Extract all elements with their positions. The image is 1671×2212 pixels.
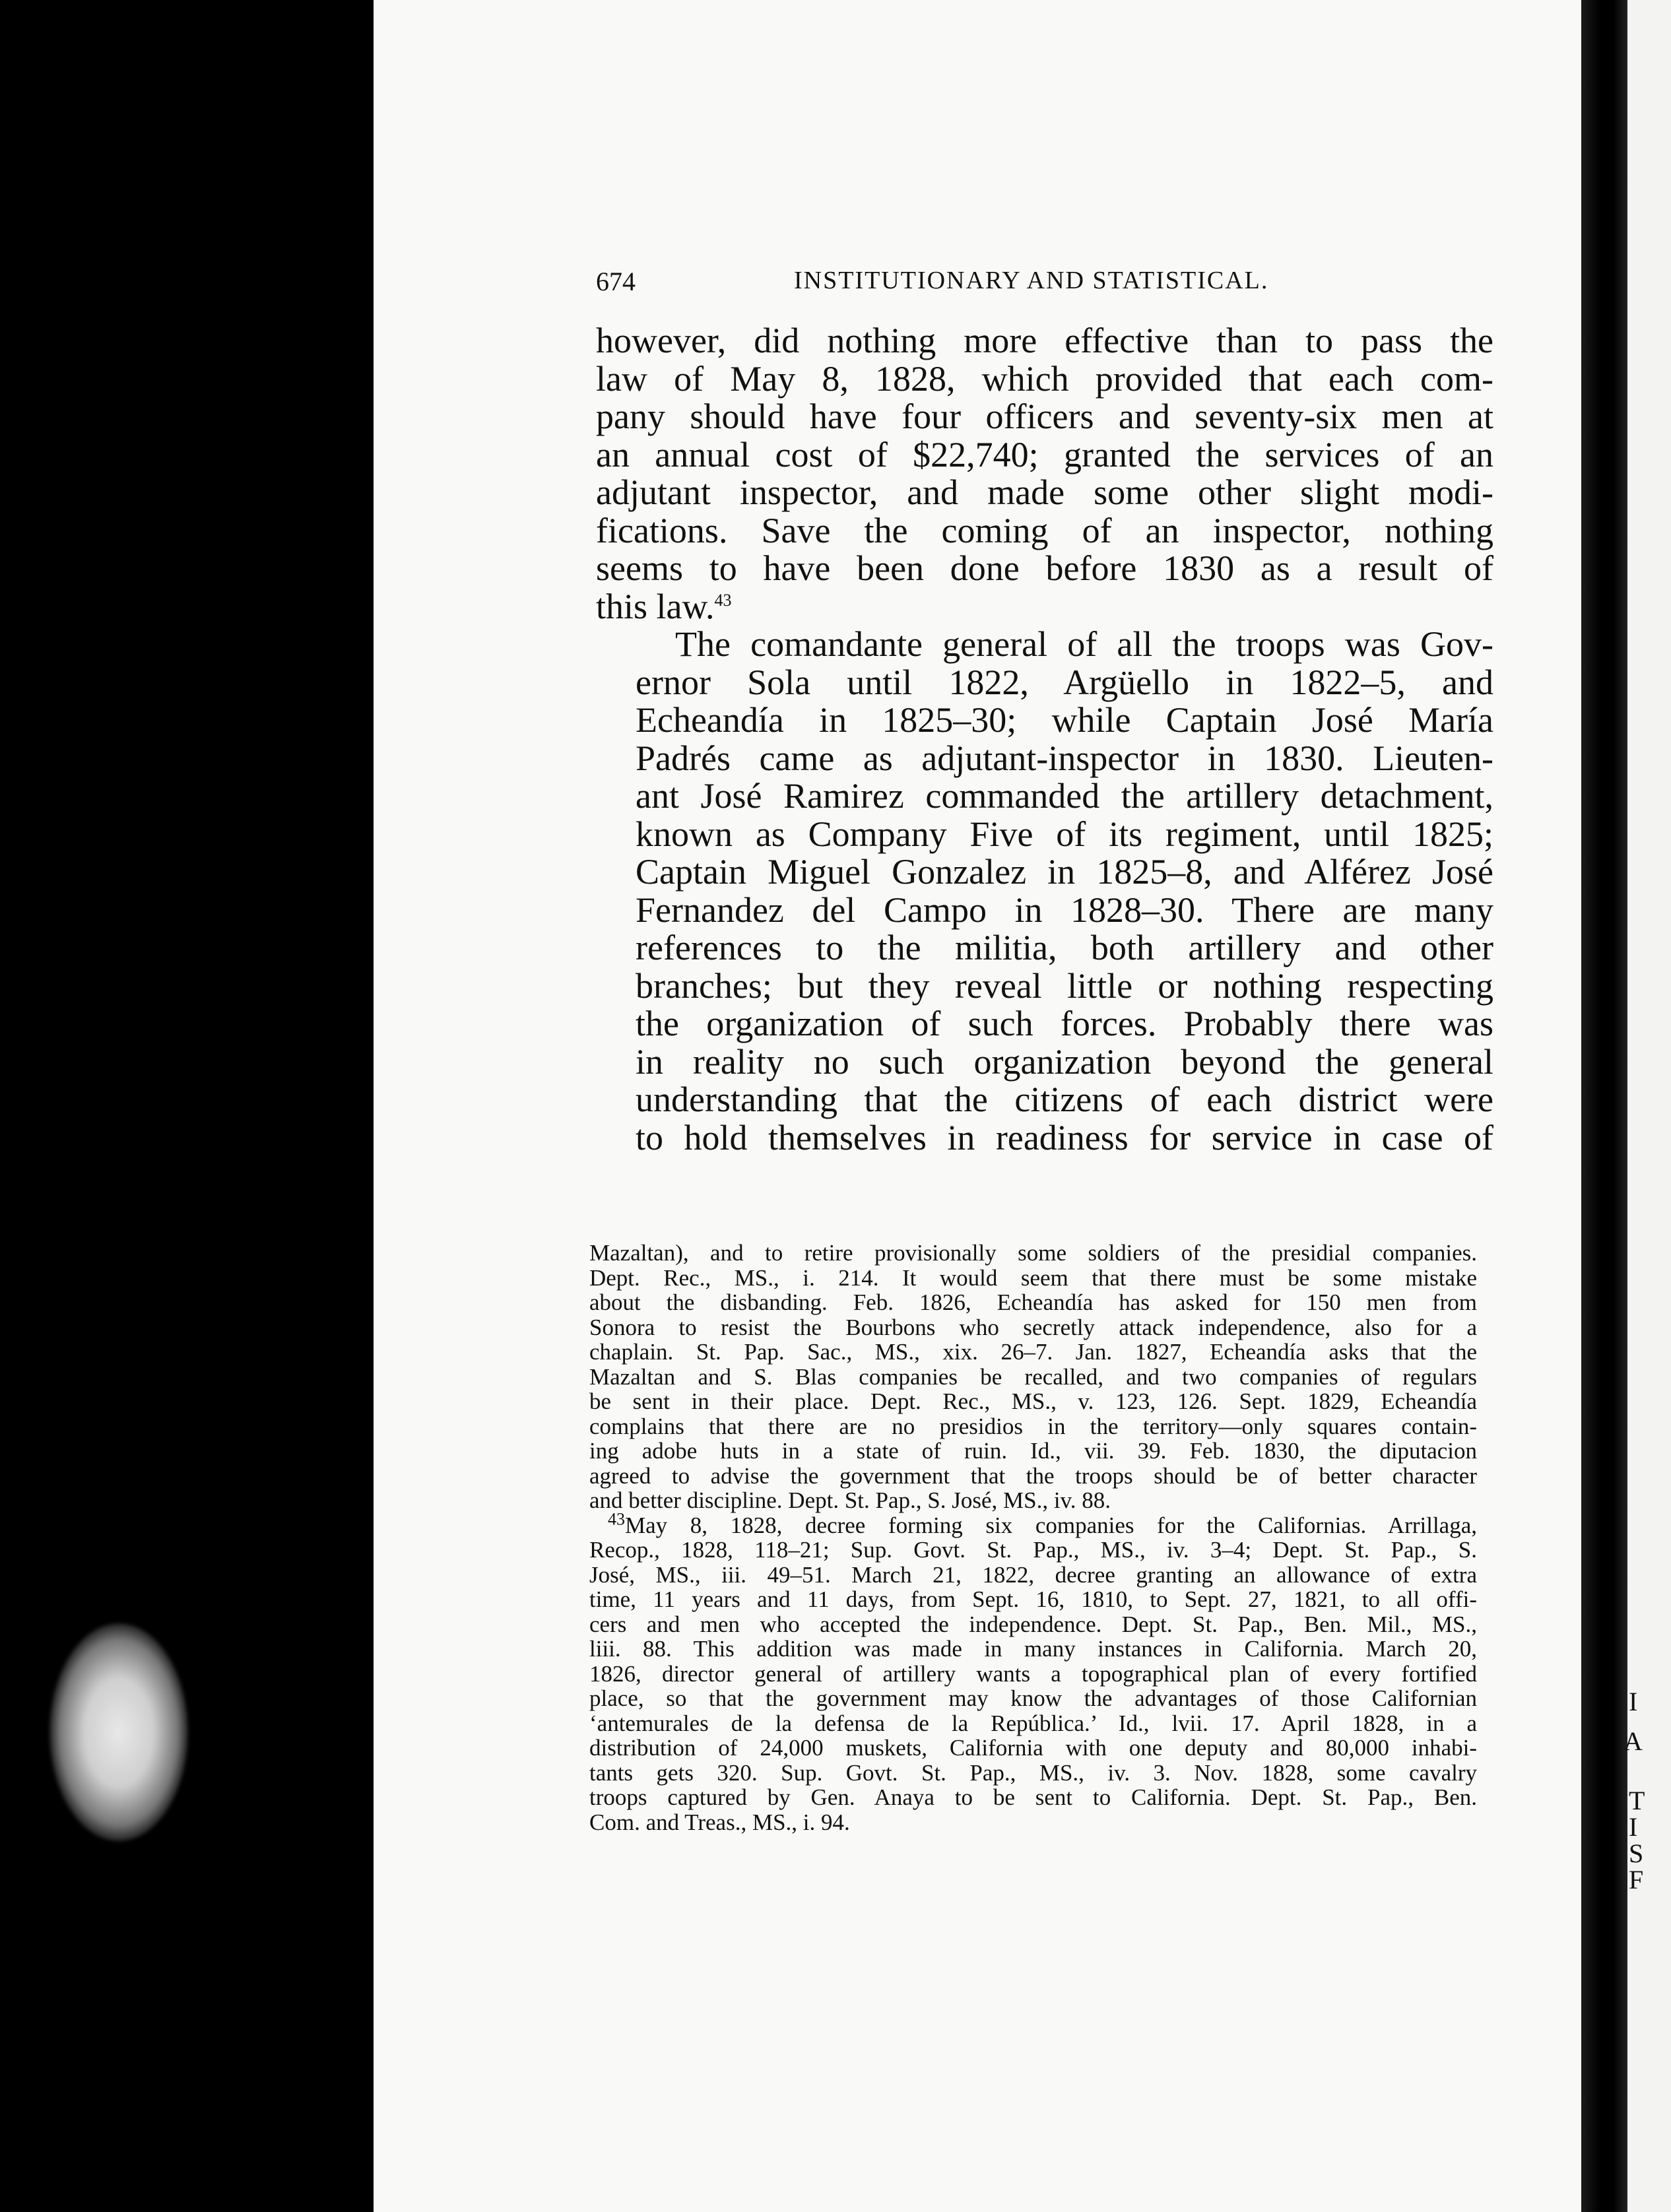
paragraph-2 [596,626,1493,1157]
next-page-edge [1623,0,1671,2212]
text-line: understanding that the citizens of each district were [636,1080,1493,1119]
body-text [596,322,1493,1157]
footnote-line: Dept. Rec., MS., i. 214. It would seem that there must be some mistake [589,1264,1477,1291]
footnote-line: Recop., 1828, 118–21; Sup. Govt. St. Pap., MS., iv. 3–4; Dept. St. Pap., S. [589,1537,1477,1563]
gutter-shadow [1581,0,1627,2212]
edge-letter: A [1623,1726,1643,1756]
footnote-line-with-marker [589,1509,1477,1538]
text-line: Echeandía in 1825–30; while Captain José María [636,700,1493,740]
text-line: however, did nothing more effective than to pass the [596,321,1493,360]
text-line: an annual cost of $22,740; granted the services of an [596,434,1493,474]
footnote-line: tants gets 320. Sup. Govt. St. Pap., MS., iv. 3. Nov. 1828, some cavalry [589,1759,1477,1786]
footnote-line: troops captured by Gen. Anaya to be sent to California. Dept. St. Pap., Ben. [589,1784,1477,1810]
text-line: known as Company Five of its regiment, until 1825; [636,814,1493,854]
footnote-ref: 43 [714,590,732,610]
text-line-with-note [596,588,1493,626]
text-line: ant José Ramirez commanded the artillery detachment, [636,776,1493,816]
footnote-line: May 8, 1828, decree forming six companies for the Californias. Arrillaga, [625,1512,1477,1538]
footnote-line: distribution of 24,000 muskets, California with one deputy and 80,000 inhabi- [589,1735,1477,1761]
text-line: adjutant inspector, and made some other slight modi- [596,472,1493,512]
footnote-line: ‘antemurales de la defensa de la República.’ Id., lvii. 17. April 1828, in a [589,1710,1477,1736]
footnote-line: 1826, director general of artillery wants a topographical plan of every fortified [589,1660,1477,1687]
text-line: Fernandez del Campo in 1828–30. There are many [636,890,1493,930]
footnote-line: agreed to advise the government that the troops should be of better character [589,1462,1477,1489]
footnote-marker: 43 [608,1509,625,1528]
edge-letter: I [1629,1687,1638,1716]
footnote-line: liii. 88. This addition was made in many instances in California. March 20, [589,1636,1477,1662]
paragraph-1 [596,322,1493,626]
footnote-line: Sonora to resist the Bourbons who secretly attack independence, also for a [589,1314,1477,1340]
text-line: Captain Miguel Gonzalez in 1825–8, and Alférez José [636,852,1493,892]
text-line: fications. Save the coming of an inspector, nothing [596,510,1493,550]
footnote-line: Mazaltan and S. Blas companies be recalled, and two companies of regulars [589,1363,1477,1390]
footnote-line: cers and men who accepted the independence. Dept. St. Pap., Ben. Mil., MS., [589,1611,1477,1637]
footnote-line: and better discipline. Dept. St. Pap., S. José, MS., iv. 88. [589,1487,1111,1513]
text-line: The comandante general of all the troops was Gov- [675,624,1493,664]
footnote-line: be sent in their place. Dept. Rec., MS., v. 123, 126. Sept. 1829, Echeandía [589,1388,1477,1414]
text-line: ernor Sola until 1822, Argüello in 1822–5, and [636,662,1493,702]
footnote-line: chaplain. St. Pap. Sac., MS., xix. 26–7. Jan. 1827, Echeandía asks that the [589,1339,1477,1365]
footnote-line: place, so that the government may know the advantages of those Californian [589,1685,1477,1711]
edge-letter: S [1629,1838,1644,1868]
footnote-line: Mazaltan), and to retire provisionally some soldiers of the presidial companies. [589,1240,1477,1266]
page-number: 674 [596,267,636,296]
footnote-43 [589,1509,1477,1835]
text-line: the organization of such forces. Probably there was [636,1004,1493,1043]
footnotes [589,1241,1477,1835]
text-line: branches; but they reveal little or nothing respecting [636,965,1493,1006]
footnote-line: complains that there are no presidios in the territory—only squares contain- [589,1413,1477,1439]
text-line: Padrés came as adjutant-inspector in 1830. Lieuten- [636,738,1493,778]
text-line: references to the militia, both artillery and other [636,928,1493,967]
footnote-line: about the disbanding. Feb. 1826, Echeandía has asked for 150 men from [589,1289,1477,1315]
text-line: to hold themselves in readiness for service in case of [636,1117,1493,1157]
text-line: pany should have four officers and seventy-six men at [596,397,1493,436]
footnote-line: ing adobe huts in a state of ruin. Id., vii. 39. Feb. 1830, the diputacion [589,1438,1477,1464]
text-line: seems to have been done before 1830 as a result of [596,548,1493,588]
footnote-line: José, MS., iii. 49–51. March 21, 1822, decree granting an allowance of extra [589,1561,1477,1588]
edge-letter: F [1629,1865,1644,1895]
text-line: this law. [596,586,715,626]
running-head: INSTITUTIONARY AND STATISTICAL. [794,267,1269,294]
scan-smudge [49,1623,188,1841]
text-line: law of May 8, 1828, which provided that each com- [596,358,1493,399]
footnote-line: time, 11 years and 11 days, from Sept. 16, 1810, to Sept. 27, 1821, to all offi- [589,1586,1477,1612]
text-line: in reality no such organization beyond the general [636,1041,1493,1082]
footnote-continued [589,1241,1477,1513]
footnote-line: Com. and Treas., MS., i. 94. [589,1809,850,1835]
edge-letter: I [1629,1812,1638,1842]
edge-letter: T [1629,1786,1645,1815]
